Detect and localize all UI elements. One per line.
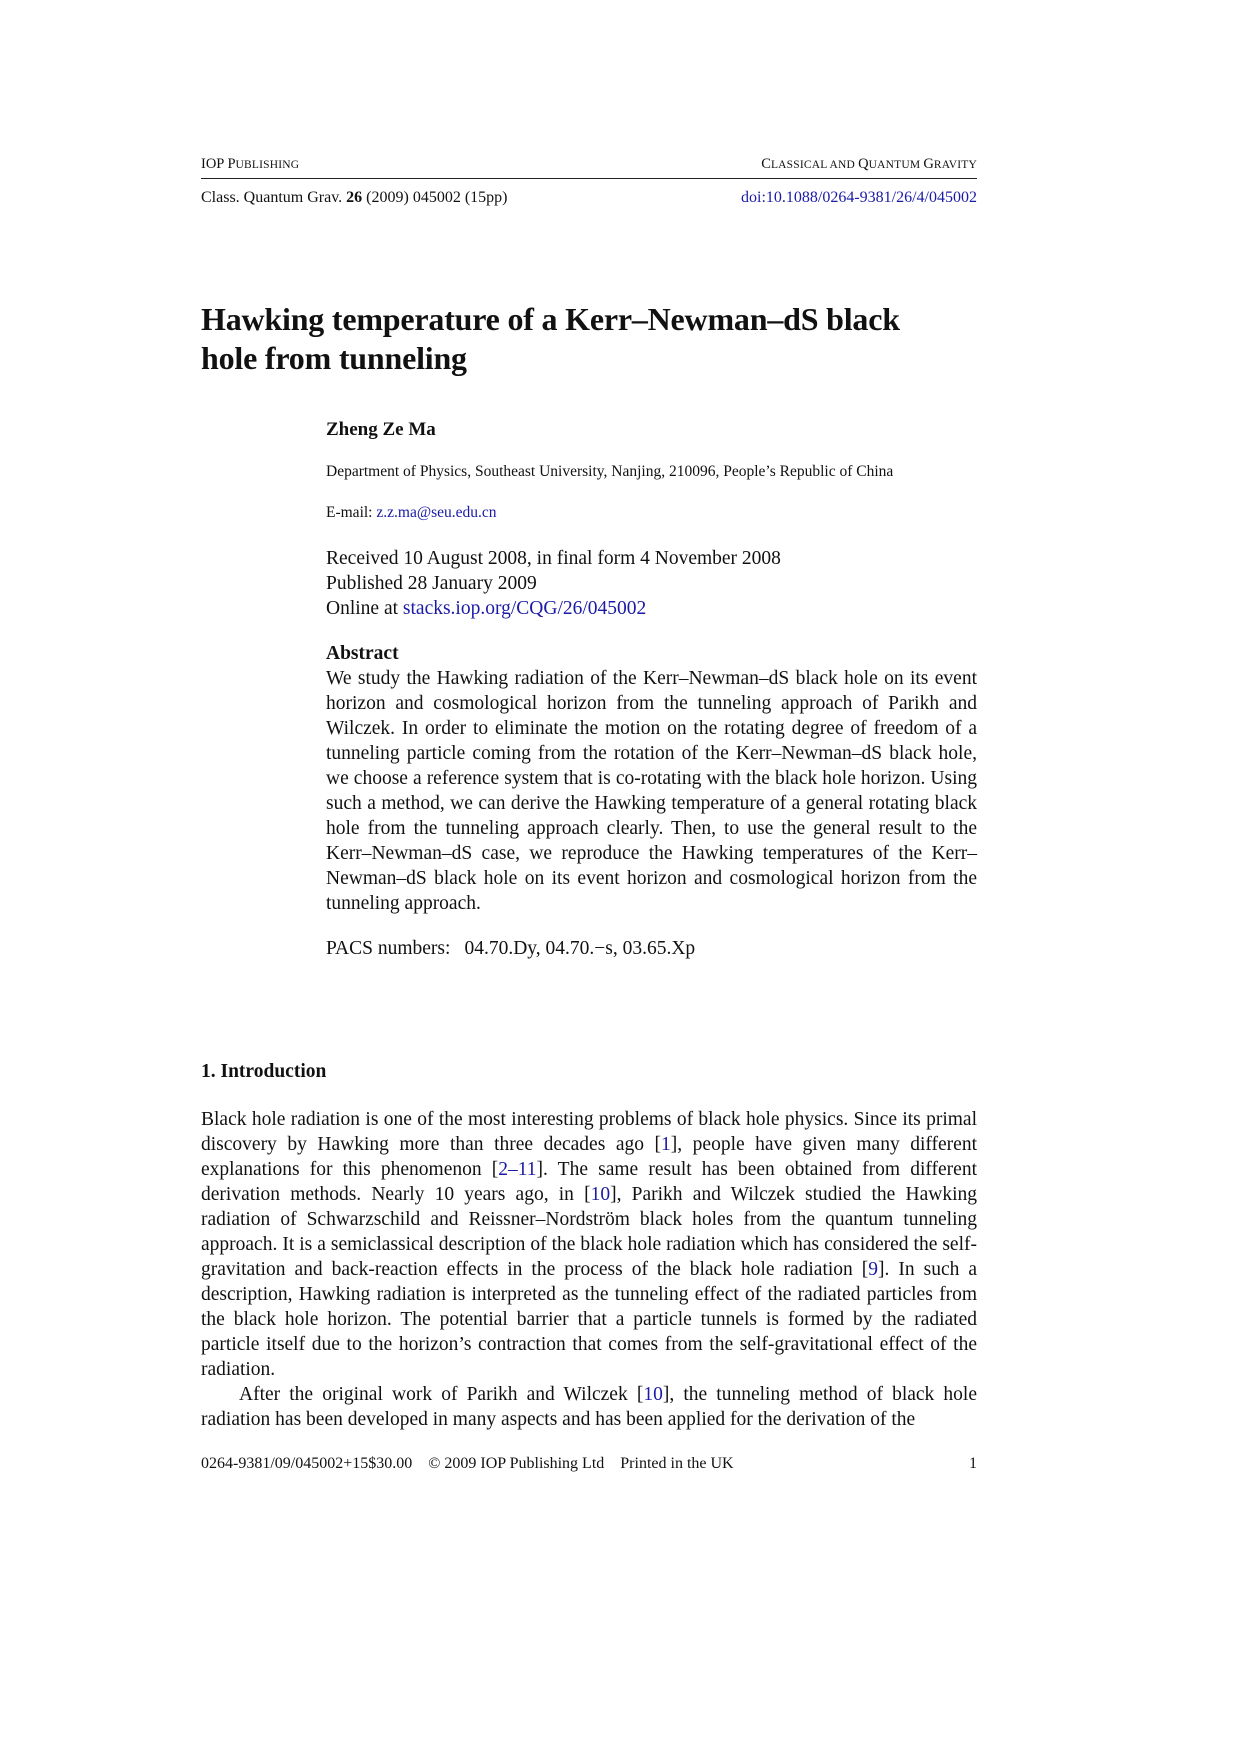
intro-paragraph-2: After the original work of Parikh and Wilczek [10], the tunneling method of black hole radiation has been developed in many aspects and has been applied for the derivation of the [201,1384,977,1430]
author-name: Zheng Ze Ma [326,419,436,440]
citation-ref-10[interactable]: 10 [590,1184,611,1205]
title-line-1: Hawking temperature of a Kerr–Newman–dS black [201,301,900,337]
paper-title [201,300,1001,378]
email-link[interactable]: z.z.ma@seu.edu.cn [376,504,497,521]
author-affiliation: Department of Physics, Southeast University, Nanjing, 210096, People’s Republic of China [326,463,894,480]
introduction-body [201,1107,977,1432]
online-label: Online at [326,598,403,619]
header-rule [201,178,977,179]
email-label: E-mail: [326,504,373,521]
author-email-line [326,503,497,523]
section-heading-introduction: 1. Introduction [201,1061,327,1082]
running-header [201,155,977,174]
footer-copyright: © 2009 IOP Publishing Ltd [428,1455,605,1472]
citation-line [201,188,977,208]
online-link[interactable]: stacks.iop.org/CQG/26/045002 [402,598,647,619]
intro-paragraph-1: Black hole radiation is one of the most interesting problems of black hole physics. Since its primal discovery by Hawking more than three decades ago [1], people have given many different explanations for this phenomenon [2–11]. The same result has been obtained from different derivation methods. Nearly 10 years ago, in [10], Parikh and Wilczek studied the Hawking radiation of Schwarzschild and Reissner–Nordström black holes from the quantum tunneling approach. It is a semiclassical description of the black hole radiation which has considered the self-gravitation and back-reaction effects in the process of the black hole radiation [9]. In such a description, Hawking radiation is interpreted as the tunneling effect of the radiated particles from the black hole horizon. The potential barrier that a particle tunnels is formed by the radiated particle itself due to the horizon’s contraction that comes from the self-gravitational effect of the radiation. [201,1109,977,1380]
page-footer [201,1454,977,1474]
journal-name: CLASSICAL AND QUANTUM GRAVITY [761,156,977,172]
footer-info [201,1454,750,1474]
pacs-values: 04.70.Dy, 04.70.−s, 03.65.Xp [464,938,696,959]
published-date: Published 28 January 2009 [326,573,537,594]
journal-citation: Class. Quantum Grav. 26 (2009) 045002 (15pp) [201,189,508,206]
citation-ref-9[interactable]: 9 [868,1259,879,1280]
footer-printed: Printed in the UK [620,1455,734,1472]
publisher-name: IOP PUBLISHING [201,156,300,172]
abstract-heading: Abstract [326,643,399,664]
abstract-text: We study the Hawking radiation of the Kerr–Newman–dS black hole on its event horizon and cosmological horizon from the tunneling approach of Parikh and Wilczek. In order to eliminate the motion on the rotating degree of freedom of a tunneling particle coming from the rotation of the Kerr–Newman–dS black hole, we choose a reference system that is co-rotating with the black hole horizon. Using such a method, we can derive the Hawking temperature of a general rotating black hole from the tunneling approach clearly. Then, to use the general result to the Kerr–Newman–dS case, we reproduce the Hawking temperatures of the Kerr–Newman–dS black hole on its event horizon and cosmological horizon from the tunneling approach. [326,668,977,914]
title-line-2: hole from tunneling [201,340,467,376]
page-number: 1 [969,1455,977,1472]
online-line [326,596,781,621]
citation-ref-2-11[interactable]: 2–11 [498,1159,537,1180]
pacs-label: PACS numbers: [326,938,451,959]
pacs-numbers [326,936,695,961]
footer-code: 0264-9381/09/045002+15$30.00 [201,1455,413,1472]
citation-ref-10-b[interactable]: 10 [643,1384,663,1405]
received-date: Received 10 August 2008, in final form 4 November 2008 [326,548,781,569]
doi-link[interactable]: doi:10.1088/0264-9381/26/4/045002 [741,189,977,206]
publication-dates [326,546,781,621]
citation-ref-1[interactable]: 1 [661,1134,671,1155]
